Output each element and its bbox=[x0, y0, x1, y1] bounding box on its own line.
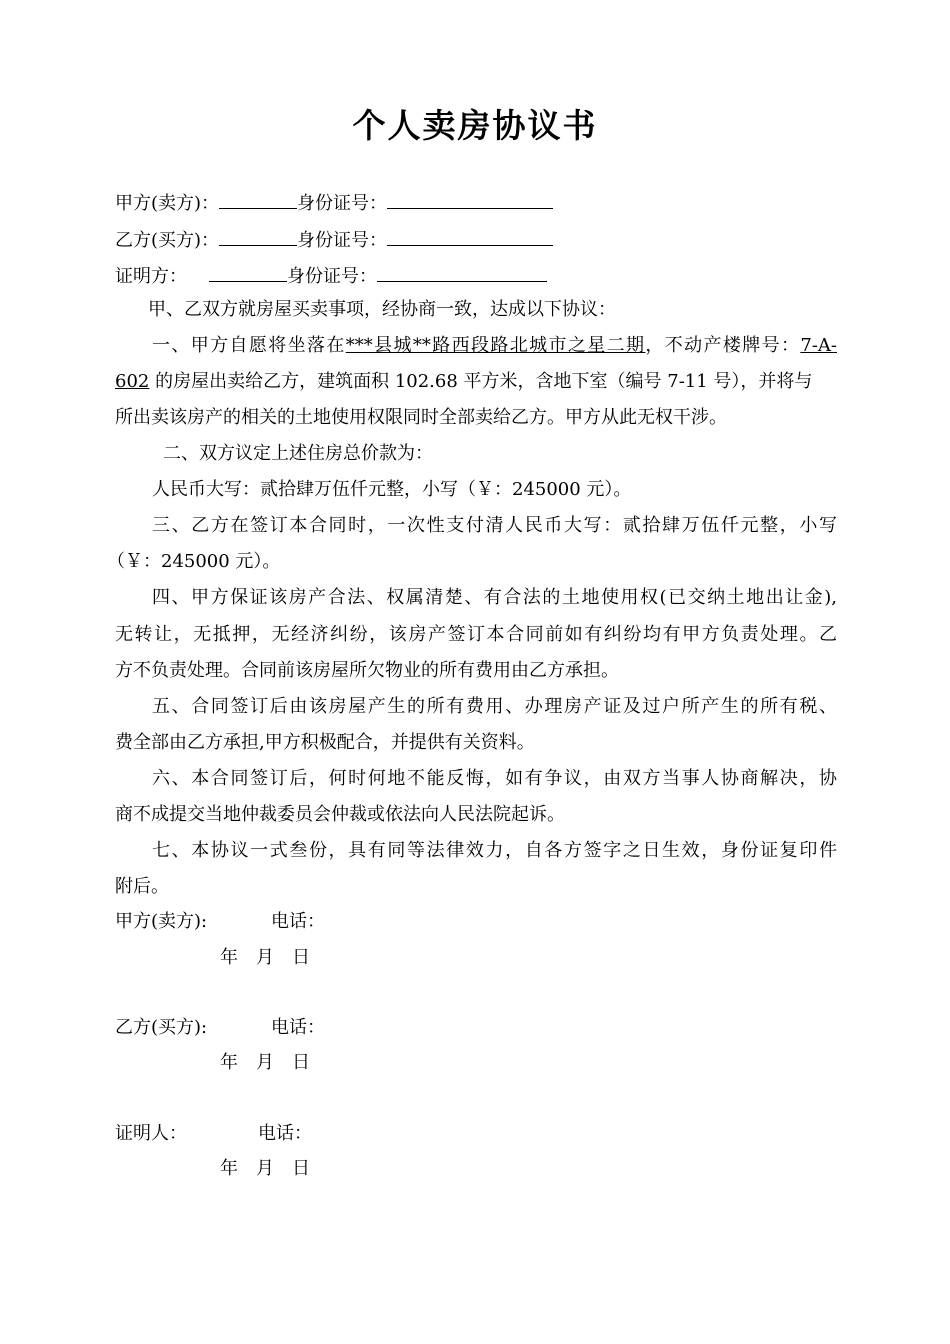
party-seller-line bbox=[115, 189, 553, 216]
clause-6-line-2: 商不成提交当地仲裁委员会仲裁或依法向人民法院起诉。 bbox=[115, 804, 565, 825]
clause-1-line-1: 一、甲方自愿将坐落在***县城**路西段路北城市之星二期，不动产楼牌号：7-A- bbox=[152, 335, 837, 356]
buyer-name-blank bbox=[219, 226, 297, 246]
party-seller-label: 甲方(卖方)： bbox=[115, 193, 220, 214]
clause-5-line-1: 五、合同签订后由该房屋产生的所有费用、办理房产证及过户所产生的所有税、 bbox=[152, 696, 837, 717]
signature-buyer-label: 乙方(买方): bbox=[115, 1017, 208, 1038]
clause-4-line-1: 四、甲方保证该房产合法、权属清楚、有合法的土地使用权(已交纳土地出让金), bbox=[152, 587, 837, 608]
witness-id-label: 身份证号： bbox=[287, 266, 377, 287]
unit-number-part-2: 602 bbox=[115, 371, 150, 392]
clause-1-line-3: 所出卖该房产的相关的土地使用权限同时全部卖给乙方。甲方从此无权干涉。 bbox=[115, 407, 727, 428]
buyer-id-label: 身份证号： bbox=[297, 230, 388, 251]
seller-id-blank bbox=[387, 189, 553, 209]
signature-buyer-phone: 电话： bbox=[271, 1017, 325, 1038]
witness-id-blank bbox=[377, 262, 547, 282]
party-witness-line bbox=[115, 262, 547, 289]
signature-witness-label: 证明人： bbox=[115, 1123, 187, 1144]
document-title: 个人卖房协议书 bbox=[352, 106, 598, 145]
unit-number-part-1: 7-A- bbox=[800, 335, 837, 356]
clause-4-line-3: 方不负责处理。合同前该房屋所欠物业的所有费用由乙方承担。 bbox=[115, 660, 619, 681]
seller-id-label: 身份证号： bbox=[297, 193, 388, 214]
intro-text: 甲、乙双方就房屋买卖事项，经协商一致，达成以下协议： bbox=[148, 299, 616, 320]
signature-seller-label: 甲方(卖方): bbox=[115, 911, 208, 932]
clause-7-line-2: 附后。 bbox=[115, 876, 169, 897]
signature-witness-date: 年 月 日 bbox=[220, 1158, 310, 1179]
party-buyer-label: 乙方(买方)： bbox=[115, 230, 220, 251]
clause-6-line-1: 六、本合同签订后，何时何地不能反悔，如有争议，由双方当事人协商解决，协 bbox=[152, 768, 837, 789]
seller-name-blank bbox=[219, 189, 297, 209]
clause-2-line-2: 人民币大写：贰拾肆万伍仟元整，小写（￥：245000 元）。 bbox=[152, 479, 632, 500]
signature-buyer-date: 年 月 日 bbox=[220, 1052, 310, 1073]
witness-name-blank bbox=[209, 262, 287, 282]
signature-seller-date: 年 月 日 bbox=[220, 947, 310, 968]
signature-seller-phone: 电话： bbox=[271, 911, 325, 932]
party-buyer-line bbox=[115, 226, 553, 253]
clause-7-line-1: 七、本协议一式叁份，具有同等法律效力，自各方签字之日生效，身份证复印件 bbox=[152, 840, 837, 861]
clause-3-line-2: （￥：245000 元）。 bbox=[107, 551, 281, 572]
clause-1-line-2: 602 的房屋出卖给乙方，建筑面积 102.68 平方米，含地下室（编号 7-11 号），并将与 bbox=[115, 371, 813, 392]
clause-5-line-2: 费全部由乙方承担,甲方积极配合，并提供有关资料。 bbox=[115, 732, 535, 753]
buyer-id-blank bbox=[387, 226, 553, 246]
clause-2-line-1: 二、双方议定上述住房总价款为： bbox=[163, 443, 433, 464]
party-witness-label: 证明方： bbox=[115, 266, 187, 287]
clause-4-line-2: 无转让，无抵押，无经济纠纷，该房产签订本合同前如有纠纷均有甲方负责处理。乙 bbox=[115, 624, 837, 645]
clause-3-line-1: 三、乙方在签订本合同时，一次性支付清人民币大写：贰拾肆万伍仟元整，小写 bbox=[152, 515, 837, 536]
signature-witness-phone: 电话： bbox=[258, 1123, 312, 1144]
property-address: ***县城**路西段路北城市之星二期 bbox=[345, 335, 646, 356]
